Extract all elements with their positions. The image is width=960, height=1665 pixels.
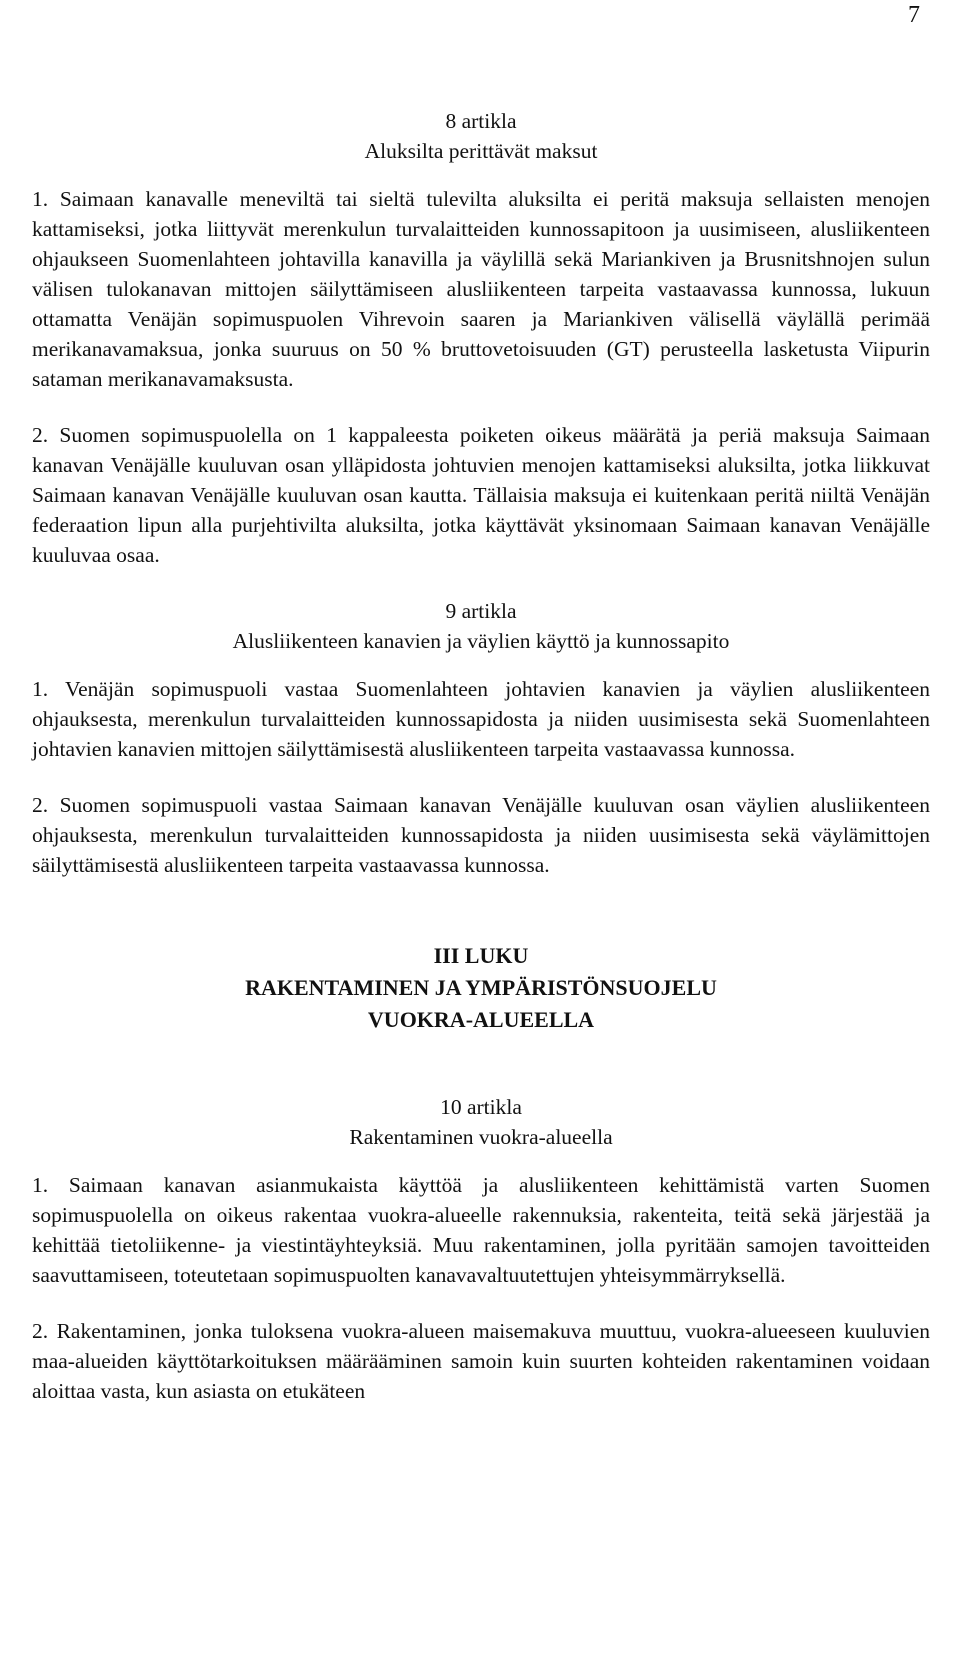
chapter-3-title-line-2: VUOKRA-ALUEELLA: [367, 1007, 595, 1032]
chapter-3-number: III LUKU: [433, 943, 529, 968]
article-8-paragraph-1: 1. Saimaan kanavalle meneviltä tai sieltä tulevilta aluksilta ei peritä maksuja sellaisten menojen kattamiseksi, jotka liittyvät merenkulun turvalaitteiden kunnossapitoon ja uusimiseen, alusliikenteen ohjaukseen Suomenlahteen johtavilla kanavilla ja väylillä sekä Mariankiven ja Brusnitshnojen sulun välisen tulokanavan mittojen säilyttämiseen alusliikenteen tarpeita vastaavassa kunnossa, lukuun ottamatta Venäjän sopimuspuolen Vihrevoin saaren ja Mariankiven välisellä väylällä perimää merikanavamaksua, jonka suuruus on 50 % bruttovetoisuuden (GT) perusteella lasketusta Viipurin sataman merikanavamaksusta.: [32, 187, 930, 391]
article-8-title: Aluksilta perittävät maksut: [364, 139, 598, 163]
page-number: 7: [908, 2, 920, 28]
document-body: [32, 106, 930, 1406]
article-10-paragraph-1: 1. Saimaan kanavan asianmukaista käyttöä ja alusliikenteen kehittämistä varten Suomen sopimuspuolella on oikeus rakentaa vuokra-alueelle rakennuksia, rakenteita, teitä sekä järjestää ja kehittää tietoliikenne- ja viestintäyhteyksiä. Muu rakentaminen, jolla pyritään samojen tavoitteiden saavuttamiseen, toteutetaan sopimuspuolten kanavavaltuutettujen yhteisymmärryksellä.: [32, 1173, 930, 1287]
article-10-number: 10 artikla: [440, 1095, 522, 1119]
article-10-title: Rakentaminen vuokra-alueella: [349, 1125, 613, 1149]
article-9-paragraph-2: 2. Suomen sopimuspuoli vastaa Saimaan kanavan Venäjälle kuuluvan osan väylien alusliikenteen ohjauksesta, merenkulun turvalaitteiden kunnossapidosta ja niiden uusimisesta sekä väylämittojen säilyttämisestä alusliikenteen tarpeita vastaavassa kunnossa.: [32, 793, 930, 877]
article-9-title: Alusliikenteen kanavien ja väylien käyttö ja kunnossapito: [232, 629, 730, 653]
article-9-paragraph-1: 1. Venäjän sopimuspuoli vastaa Suomenlahteen johtavien kanavien ja väylien alusliikenteen ohjauksesta, merenkulun turvalaitteiden kunnossapidosta ja niiden uusimisesta sekä Suomenlahteen johtavien kanavien mittojen säilyttämisestä alusliikenteen tarpeita vastaavassa kunnossa.: [32, 677, 930, 761]
chapter-3-title-line-1: RAKENTAMINEN JA YMPÄRISTÖNSUOJELU: [245, 975, 717, 1000]
article-10-paragraph-2: 2. Rakentaminen, jonka tuloksena vuokra-alueen maisemakuva muuttuu, vuokra-alueeseen kuuluvien maa-alueiden käyttötarkoituksen määrääminen samoin kuin suurten kohteiden rakentaminen voidaan aloittaa vasta, kun asiasta on etukäteen: [32, 1319, 930, 1403]
article-8-paragraph-2: 2. Suomen sopimuspuolella on 1 kappaleesta poiketen oikeus määrätä ja periä maksuja Saimaan kanavan Venäjälle kuuluvan osan ylläpidosta johtuvien menojen kattamiseksi aluksilta, jotka liikkuvat Saimaan kanavan Venäjälle kuuluvan osan kautta. Tällaisia maksuja ei kuitenkaan peritä niiltä Venäjän federaation lipun alla purjehtivilta aluksilta, jotka käyttävät yksinomaan Saimaan kanavan Venäjälle kuuluvaa osaa.: [32, 423, 930, 567]
article-9-number: 9 artikla: [445, 599, 517, 623]
article-8-number: 8 artikla: [445, 109, 517, 133]
